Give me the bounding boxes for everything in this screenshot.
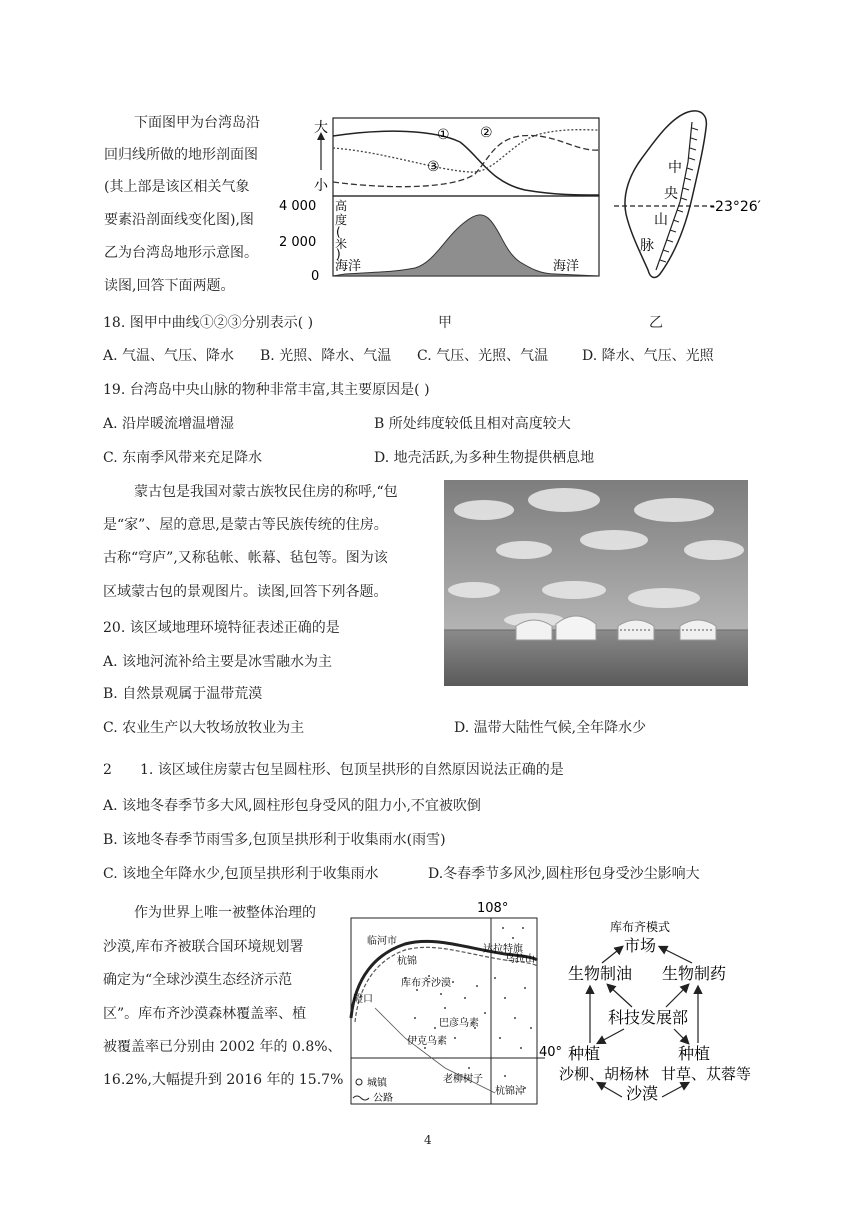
node-plant-right: 种植 (677, 1044, 711, 1063)
elev-axis-char-4: 米 (335, 237, 348, 251)
node-bio-pharma: 生物制药 (661, 964, 727, 983)
kubuqi-map (345, 898, 565, 1108)
weather-panel (333, 118, 599, 196)
intro-line-6: 读图,回答下面两题。 (104, 278, 235, 294)
place-wulashan: 乌拉山 (505, 954, 535, 965)
node-market: 市场 (623, 936, 657, 955)
elev-axis-char-5: ) (336, 247, 341, 261)
kubuqi-model-diagram (558, 915, 752, 1105)
q20-option-d: D. 温带大陆性气候,全年降水少 (454, 720, 647, 736)
intro-line-4: 要素沿剖面线变化图),图 (104, 212, 254, 228)
place-hangjin: 杭锦 (397, 956, 417, 967)
figure-yi-taiwan-map (610, 102, 770, 287)
legend-road: 公路 (373, 1093, 393, 1104)
q20-stem: 20. 该区域地理环境特征表述正确的是 (103, 620, 340, 636)
passage2-line-4: 区域蒙古包的景观图片。读图,回答下列各题。 (103, 584, 388, 600)
model-title: 库布齐模式 (609, 920, 671, 934)
mountain-char-4: 脉 (640, 238, 654, 254)
passage3-line-6: 16.2%,大幅提升到 2016 年的 15.7% (103, 1072, 344, 1088)
passage2-line-3: 古称“穹庐”,又称毡帐、帐幕、毡包等。图为该 (103, 550, 388, 566)
elev-tick-4000: 4 000 (279, 199, 317, 214)
q18-stem: 18. 图甲中曲线①②③分别表示( ) (103, 315, 314, 331)
place-dalate: 达拉特旗 (483, 944, 523, 955)
curve-3 (333, 130, 599, 172)
node-plant-left: 种植 (567, 1044, 601, 1063)
node-herbs: 甘草、苁蓉等 (660, 1065, 752, 1083)
sea-right-label: 海洋 (553, 259, 580, 274)
elev-axis-char-2: 度 (335, 213, 348, 227)
mountain-char-3: 山 (654, 212, 668, 228)
intro-line-3: (其上部是该区相关气象 (104, 179, 250, 195)
q19-stem: 19. 台湾岛中央山脉的物种非常丰富,其主要原因是( ) (103, 382, 430, 398)
mountain-char-2: 央 (664, 186, 678, 202)
q19-option-d: D. 地壳活跃,为多种生物提供栖息地 (374, 450, 595, 466)
intro-line-5: 乙为台湾岛地形示意图。 (104, 245, 258, 261)
lon-label: 108° (477, 901, 509, 916)
node-bio-oil: 生物制油 (567, 964, 633, 983)
q20-option-b: B. 自然景观属于温带荒漠 (103, 686, 263, 702)
latitude-label: -23°26′ (710, 199, 761, 215)
passage3-line-3: 确定为“全球沙漠生态经济示范 (103, 972, 293, 988)
curve-2-label: ② (480, 125, 493, 141)
q20-option-a: A. 该地河流补给主要是冰雪融水为主 (103, 654, 333, 670)
passage3-line-2: 沙漠,库布齐被联合国环境规划署 (103, 939, 304, 955)
q20-option-c: C. 农业生产以大牧场放牧业为主 (103, 720, 305, 736)
intro-line-1: 下面图甲为台湾岛沿 (134, 115, 260, 131)
curve-1-label: ① (437, 127, 450, 143)
elev-tick-0: 0 (311, 269, 320, 284)
q18-option-a: A. 气温、气压、降水 (103, 348, 235, 364)
q19-option-b: B 所处纬度较低且相对高度较大 (374, 416, 571, 432)
figure-jia-profile (279, 112, 605, 284)
node-trees: 沙柳、胡杨林 (558, 1065, 650, 1083)
q21-option-d: D.冬春季节多风沙,圆柱形包身受沙尘影响大 (428, 866, 700, 882)
passage3-line-1: 作为世界上唯一被整体治理的 (134, 905, 316, 921)
yurt-landscape-photo (444, 480, 748, 686)
sea-left-label: 海洋 (335, 259, 362, 274)
elev-axis-char-1: 高 (335, 199, 348, 213)
place-hangjinnao: 杭锦淖 (495, 1086, 525, 1097)
q18-option-c: C. 气压、光照、气温 (417, 348, 549, 364)
q21-option-c: C. 该地全年降水少,包顶呈拱形利于收集雨水 (103, 866, 379, 882)
q19-option-c: C. 东南季风带来充足降水 (103, 450, 263, 466)
q19-option-a: A. 沿岸暖流增温增湿 (103, 416, 235, 432)
road-legend-icon (353, 1096, 369, 1100)
elev-axis-char-3: ( (336, 225, 341, 239)
q21-option-a: A. 该地冬春季节多大风,圆柱形包身受风的阻力小,不宜被吹倒 (103, 798, 481, 814)
q21-stem-number: 2 (103, 762, 112, 778)
place-bayanwusu: 巴彦乌素 (439, 1018, 479, 1029)
place-yikewusu: 伊克乌素 (407, 1036, 447, 1047)
intro-line-2: 回归线所做的地形剖面图 (104, 147, 258, 163)
figure-jia-caption: 甲 (438, 315, 452, 331)
q18-option-b: B. 光照、降水、气温 (260, 348, 392, 364)
town-icon (356, 1079, 362, 1085)
mountain-char-1: 中 (668, 160, 682, 176)
passage3-line-5: 被覆盖率已分别由 2002 年的 0.8%、 (103, 1039, 342, 1055)
place-dengkou: 磴口 (353, 994, 373, 1005)
q18-option-d: D. 降水、气压、光照 (582, 348, 714, 364)
elev-tick-2000: 2 000 (279, 235, 317, 250)
legend-town: 城镇 (367, 1078, 387, 1089)
place-linhe: 临河市 (367, 936, 397, 947)
page-number: 4 (424, 1133, 432, 1147)
curve-2 (333, 135, 599, 186)
passage2-line-1: 蒙古包是我国对蒙古族牧民住房的称呼,“包 (134, 484, 398, 500)
node-rd: 科技发展部 (607, 1008, 689, 1027)
place-laoliushu: 老柳树子 (443, 1074, 483, 1085)
figure-yi-caption: 乙 (649, 315, 663, 331)
y-top-label: 大 (314, 120, 328, 136)
q21-option-b: B. 该地冬春季节雨雪多,包顶呈拱形利于收集雨水(雨雪) (103, 832, 446, 848)
q21-stem: 1. 该区域住房蒙古包呈圆柱形、包顶呈拱形的自然原因说法正确的是 (140, 762, 564, 778)
y-bottom-label: 小 (314, 178, 328, 194)
passage3-line-4: 区”。库布齐沙漠森林覆盖率、植 (103, 1006, 307, 1022)
node-desert: 沙漠 (625, 1084, 659, 1103)
place-kubuqi: 库布齐沙漠 (401, 978, 451, 989)
lat-label: 40° (539, 1045, 563, 1060)
curve-3-label: ③ (427, 159, 440, 175)
passage2-line-2: 是“家”、屋的意思,是蒙古等民族传统的住房。 (103, 517, 388, 533)
